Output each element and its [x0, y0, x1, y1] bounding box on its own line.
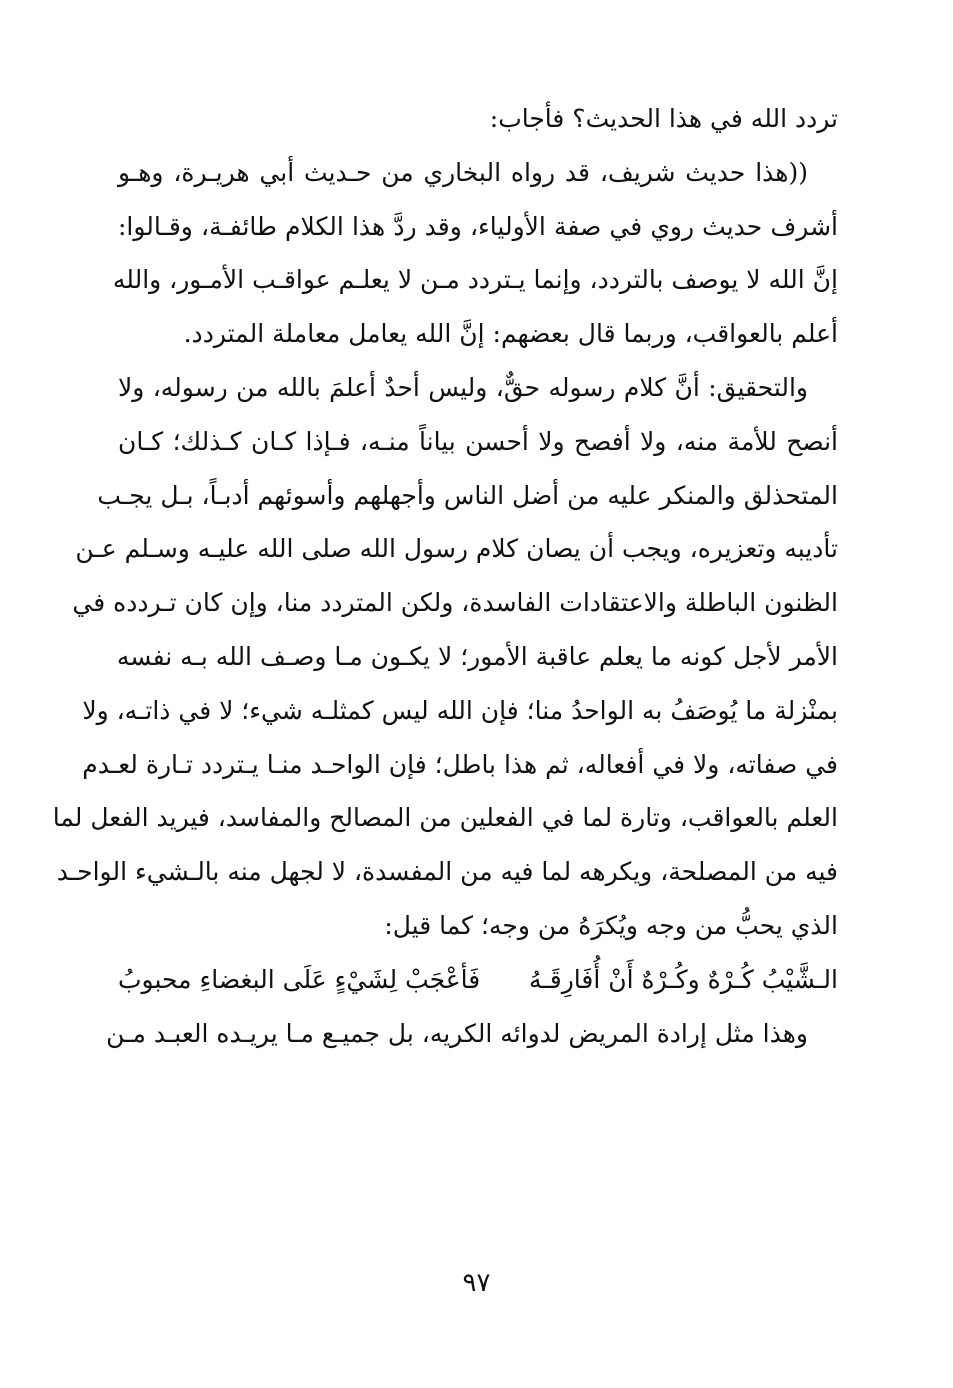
text-line: المتحذلق والمنكر عليه من أضل الناس وأجهلهم وأسوئهم أدبـاً، بـل يجـب [97, 480, 838, 510]
text-line: أعلم بالعواقب، وربما قال بعضهم: إنَّ الله يعامل معاملة المتردد. [183, 319, 838, 349]
page-text [52, 92, 838, 1060]
text-line: إنَّ الله لا يوصف بالتردد، وإنما يـتردد مـن لا يعلـم عواقـب الأمـور، والله [112, 265, 838, 295]
poetry-verse [118, 953, 838, 1007]
text-line: وهذا مثل إرادة المريض لدوائه الكريه، بل جميـع مـا يريـده العبـد مـن [106, 1018, 808, 1048]
page-number: ٩٧ [462, 1268, 491, 1298]
text-line: تردد الله في هذا الحديث؟ فأجاب: [489, 104, 838, 133]
text-line: الأمر لأجل كونه ما يعلم عاقبة الأمور؛ لا يكـون مـا وصـف الله بـه نفسه [116, 641, 838, 671]
text-line: الذي يحبُّ من وجه ويُكرَهُ من وجه؛ كما قيل: [384, 910, 838, 940]
text-line: بمنْزلة ما يُوصَفُ به الواحدُ منا؛ فإن الله ليس كمثلـه شيء؛ لا في ذاتـه، ولا [82, 695, 838, 725]
text-line: والتحقيق: أنَّ كلام رسوله حقٌّ، وليس أحدٌ أعلمَ بالله من رسوله، ولا [118, 372, 808, 402]
text-line: فيه من المصلحة، ويكرهه لما فيه من المفسدة، لا لجهل منه بالـشيء الواحـد [56, 857, 838, 887]
text-line: العلم بالعواقب، وتارة لما في الفعلين من المصالح والمفاسد، فيريد الفعل لما [52, 803, 838, 833]
text-line: أشرف حديث روي في صفة الأولياء، وقد ردَّ هذا الكلام طائفـة، وقـالوا: [118, 211, 838, 241]
text-line: أنصح للأمة منه، ولا أفصح ولا أحسن بياناً منـه، فـإذا كـان كـذلك؛ كـان [118, 426, 838, 456]
text-line: ((هذا حديث شريف، قد رواه البخاري من حـديث أبي هريـرة، وهـو [118, 157, 808, 187]
text-line: الظنون الباطلة والاعتقادات الفاسدة، ولكن المتردد منا، وإن كان تـردده في [72, 588, 838, 618]
verse-first-hemistich: الـشَّيْبُ كُـرْهٌ وكُـرْهٌ أَنْ أُفَارِقَـهُ [529, 964, 838, 994]
text-line: في صفاته، ولا في أفعاله، ثم هذا باطل؛ فإن الواحـد منـا يـتردد تـارة لعـدم [82, 749, 838, 779]
verse-second-hemistich: فَأعْجَبْ لِشَيْءٍ عَلَى البغضاءِ محبوبُ [118, 964, 481, 994]
text-line: تأديبه وتعزيره، ويجب أن يصان كلام رسول الله صلى الله عليـه وسـلم عـن [75, 534, 838, 564]
